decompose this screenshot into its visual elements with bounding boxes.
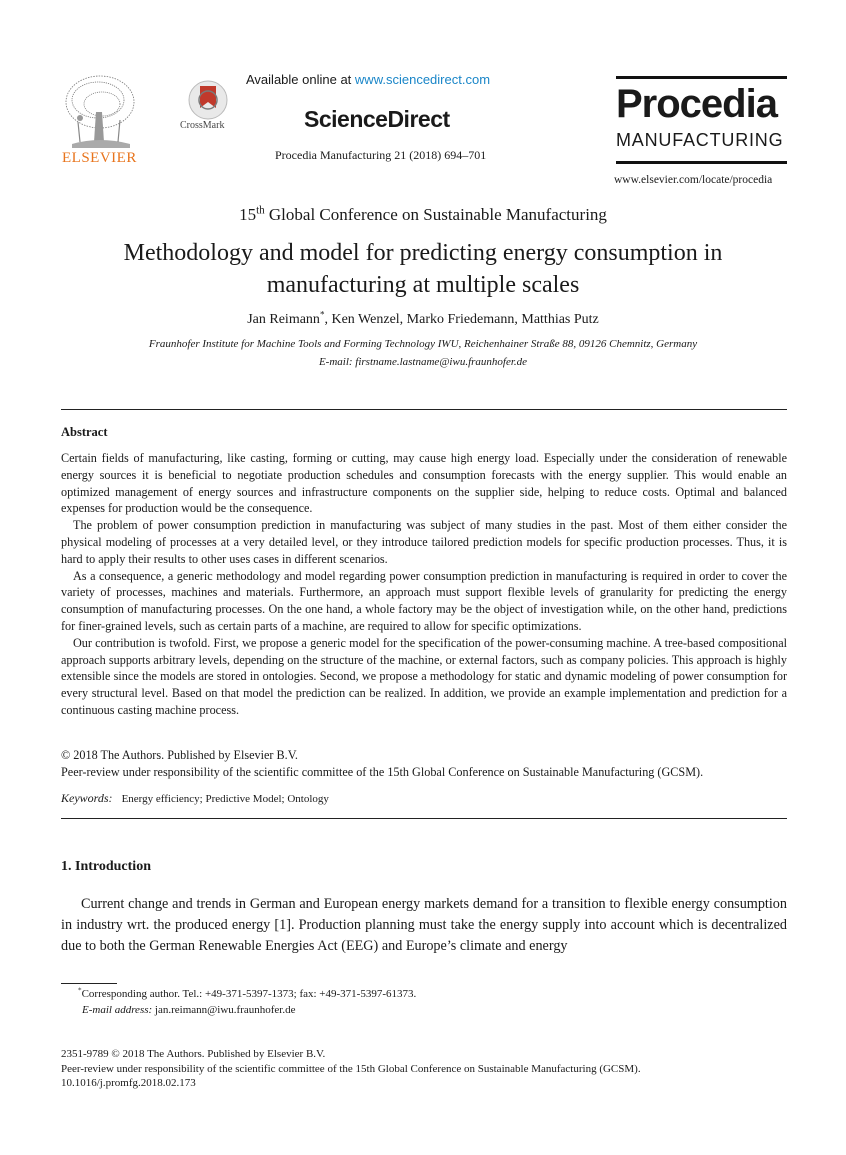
keywords-label: Keywords: (61, 791, 113, 805)
doi-link[interactable]: 10.1016/j.promfg.2018.02.173 (61, 1077, 196, 1089)
footnote-rule (61, 983, 117, 984)
procedia-subtitle: MANUFACTURING (616, 130, 784, 150)
email-label: E-mail address: (82, 1004, 153, 1016)
paper-title-line-2: manufacturing at multiple scales (266, 272, 580, 298)
abstract-paragraph: The problem of power consumption prediction in manufacturing was subject of many studies in the past. Most of them either consider the physical modeling of processes at a very detailed level, or they introduce tailored prediction models for specific production processes. Thus, it is hard to apply their results to other uses cases in different scenarios. (61, 518, 787, 566)
keywords-list: Energy efficiency; Predictive Model; Ontology (121, 793, 329, 805)
sciencedirect-wordmark: ScienceDirect (304, 106, 450, 132)
sciencedirect-link[interactable]: www.sciencedirect.com (354, 72, 491, 87)
peer-review-line: Peer-review under responsibility of the scientific committee of the 15th Global Conference on Sustainable Manufacturing (GCSM). (61, 764, 704, 779)
author-affiliation: Fraunhofer Institute for Machine Tools and Forming Technology IWU, Reichenhainer Straße 88, 09126 Chemnitz, Germany (148, 338, 698, 350)
email-address: jan.reimann@iwu.fraunhofer.de (152, 1004, 296, 1016)
procedia-bottom-bar (616, 161, 787, 164)
abstract-paragraph: Our contribution is twofold. First, we propose a generic model for the specification of the power-consuming machine. A tree-based compositional approach supports arbitrary levels, depending on the structure of the machine, or external factors, such as company policies. This approach is highly extensible since the models are stored in ontologies. Second, we propose a methodology for static and dynamic modeling of power consumption for every structural level. Based on that model the prediction can be realized. In addition, we provide an example implementation and prediction for a continuous casting machine process. (61, 635, 787, 717)
corresponding-author: Jan Reimann (247, 312, 320, 327)
publisher-name: ELSEVIER (62, 150, 137, 166)
procedia-top-bar (616, 76, 787, 79)
abstract-paragraph: Certain fields of manufacturing, like casting, forming or cutting, may cause high energy load. Especially under the consideration of renewable energy sources it is beneficial to negotiate production schedules and consumption forecasts with the energy supplier. This would enable an optimized management of energy sources and infrastructure components on the supplier side, helping to reduce costs. Optimal and balanced expenses for production would be the consequence. (61, 451, 787, 516)
issn-line: 2351-9789 © 2018 The Authors. Published by Elsevier B.V. (61, 1048, 326, 1060)
abstract-paragraph: As a consequence, a generic methodology and model regarding power consumption prediction in manufacturing is required in order to cover the variety of processes, machines and materials. Furthermore, an approach must support flexible levels of granularity for predicting the energy consumption of manufacturing processes. On the one hand, a whole factory may be the object of investigation while, on the other hand, predictions for finer-grained levels, such as certain parts of a machine, are required to allow for specific optimizations. (61, 568, 787, 633)
introduction-heading: 1. Introduction (61, 859, 151, 874)
other-authors: , Ken Wenzel, Marko Friedemann, Matthias Putz (324, 312, 599, 327)
abstract-bottom-rule (61, 818, 787, 819)
abstract-body (61, 450, 787, 719)
author-email: E-mail: firstname.lastname@iwu.fraunhofer.de (318, 356, 528, 368)
procedia-title: Procedia (616, 82, 777, 126)
conference-ordinal: 15 (239, 205, 257, 224)
corresponding-author-footnote (78, 988, 416, 1000)
copyright-block (61, 747, 787, 780)
available-online-line (246, 72, 490, 87)
email-footnote (82, 1004, 295, 1016)
bottom-peer-review-line: Peer-review under responsibility of the scientific committee of the 15th Global Conference on Sustainable Manufacturing (GCSM). (61, 1062, 641, 1075)
crossmark-label: CrossMark (180, 120, 225, 131)
abstract-top-rule (61, 409, 787, 410)
author-list (0, 309, 846, 328)
procedia-journal-logo (616, 76, 787, 164)
conference-ordinal-suffix: th (256, 204, 265, 217)
journal-reference: Procedia Manufacturing 21 (2018) 694–701 (275, 148, 487, 162)
paper-title (60, 237, 786, 301)
available-online-prefix: Available online at (246, 72, 352, 87)
footnote-contact: Corresponding author. Tel.: +49-371-5397-1373; fax: +49-371-5397-61373. (81, 988, 417, 1000)
copyright-line: © 2018 The Authors. Published by Elsevier B.V. (61, 748, 298, 762)
conference-name (0, 205, 846, 225)
publication-metadata (61, 1047, 641, 1091)
paper-title-line-1: Methodology and model for predicting energy consumption in (123, 240, 723, 266)
journal-url-link[interactable]: www.elsevier.com/locate/procedia (614, 174, 773, 186)
keywords-line (61, 791, 329, 806)
conference-title: Global Conference on Sustainable Manufacturing (268, 205, 607, 224)
footnote-mark: * (78, 986, 82, 995)
corresponding-author-mark: * (319, 309, 325, 320)
abstract-heading: Abstract (61, 425, 108, 439)
introduction-paragraph: Current change and trends in German and European energy markets demand for a transition to flexible energy consumption in industry wrt. the produced energy [1]. Production planning must take the energy supply into account which is decentralized due to both the German Renewable Energies Act (EEG) and Europe’s climate and energy (61, 896, 787, 954)
